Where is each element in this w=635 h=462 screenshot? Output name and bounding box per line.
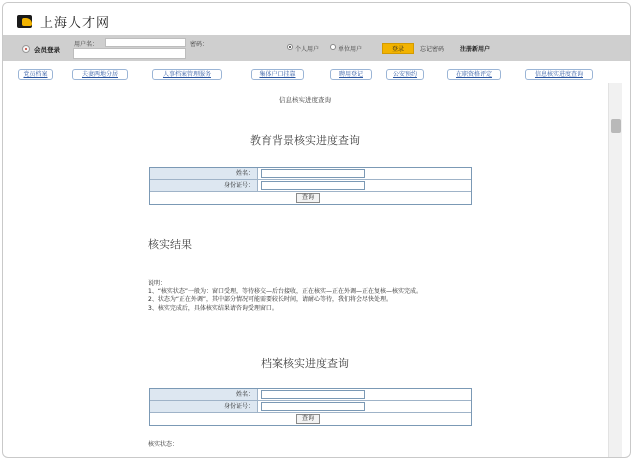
- archive-name-input[interactable]: [261, 390, 365, 399]
- form-row: [150, 192, 471, 204]
- archive-query-form: [149, 388, 472, 426]
- password-label: 密码：: [190, 41, 209, 48]
- login-button[interactable]: 登录: [382, 43, 414, 54]
- scroll-thumb[interactable]: [611, 119, 621, 133]
- result-title: 核实结果: [148, 238, 192, 251]
- radio-unit-label[interactable]: 单位用户: [338, 46, 363, 53]
- nav-item-collective-hukou[interactable]: 集体户口挂靠: [251, 69, 304, 80]
- id-number-label: 身份证号：: [150, 180, 258, 191]
- form-row: [150, 168, 471, 180]
- radio-personal-label[interactable]: 个人用户: [295, 46, 320, 53]
- nav-item-verification-progress[interactable]: 信息核实进度查询: [525, 69, 593, 80]
- name-label: 姓名：: [150, 168, 258, 179]
- id-number-label: 身份证号：: [150, 401, 258, 412]
- name-label: 姓名：: [150, 389, 258, 400]
- notes-line: 2、状态为“正在外调”，其中部分情况可能需要较长时间，请耐心等待，我们将会尽快处理。: [148, 296, 393, 304]
- logo-icon: [17, 15, 35, 29]
- member-login-label: 会员登录: [34, 46, 60, 54]
- notes-line: 说明：: [148, 280, 167, 287]
- archive-id-input[interactable]: [261, 402, 365, 411]
- nav-item-qualification-assessment[interactable]: 在职资格评定: [447, 69, 501, 80]
- form-row: [150, 180, 471, 192]
- education-section-title: 教育背景核实进度查询: [250, 134, 360, 147]
- notes-line: 3、核实完成后，具体核实结果请咨询受理窗口。: [148, 304, 278, 312]
- notes-line: 1、“核实状态”一般为：窗口受理，等待移交—后台接收，正在核实—正在外调—正在复核—核实完成。: [148, 288, 423, 296]
- site-logo[interactable]: [17, 12, 110, 31]
- login-bar: [3, 35, 630, 61]
- nav-item-employment-registration[interactable]: 聘用登记: [330, 69, 372, 80]
- form-row: [150, 389, 471, 401]
- main-content: [3, 83, 607, 458]
- nav-item-couple-separation[interactable]: 夫妻两地分居: [72, 69, 128, 80]
- username-input[interactable]: [105, 38, 186, 47]
- register-link[interactable]: 注册新用户: [460, 46, 491, 53]
- nav-item-police-appointment[interactable]: 公安预约: [386, 69, 424, 80]
- form-row: [150, 401, 471, 413]
- education-id-input[interactable]: [261, 181, 365, 190]
- radio-unit[interactable]: [330, 44, 336, 50]
- nav-item-personnel-archive[interactable]: 人事档案管理服务: [152, 69, 222, 80]
- education-name-input[interactable]: [261, 169, 365, 178]
- archive-query-button[interactable]: 查询: [296, 414, 320, 424]
- radio-personal[interactable]: [287, 44, 293, 50]
- browser-page: [2, 2, 631, 458]
- archive-section-title: 档案核实进度查询: [261, 357, 349, 370]
- site-logo-text: 上海人才网: [40, 16, 111, 31]
- service-nav: [3, 69, 630, 81]
- education-query-form: [149, 167, 472, 205]
- logo-bar: [3, 3, 630, 35]
- form-row: [150, 413, 471, 425]
- verification-status-label: 核实状态：: [148, 441, 179, 448]
- member-clock-icon: [22, 45, 30, 53]
- vertical-scrollbar[interactable]: [608, 83, 622, 458]
- result-notes: [148, 280, 508, 313]
- education-query-button[interactable]: 查询: [296, 193, 320, 203]
- username-input-lower[interactable]: [73, 48, 186, 59]
- nav-item-party-archive[interactable]: 党员档案: [18, 69, 53, 80]
- username-label: 用户名：: [74, 41, 99, 48]
- page-heading: 信息核实进度查询: [279, 96, 331, 104]
- forgot-password-link[interactable]: 忘记密码: [420, 46, 445, 53]
